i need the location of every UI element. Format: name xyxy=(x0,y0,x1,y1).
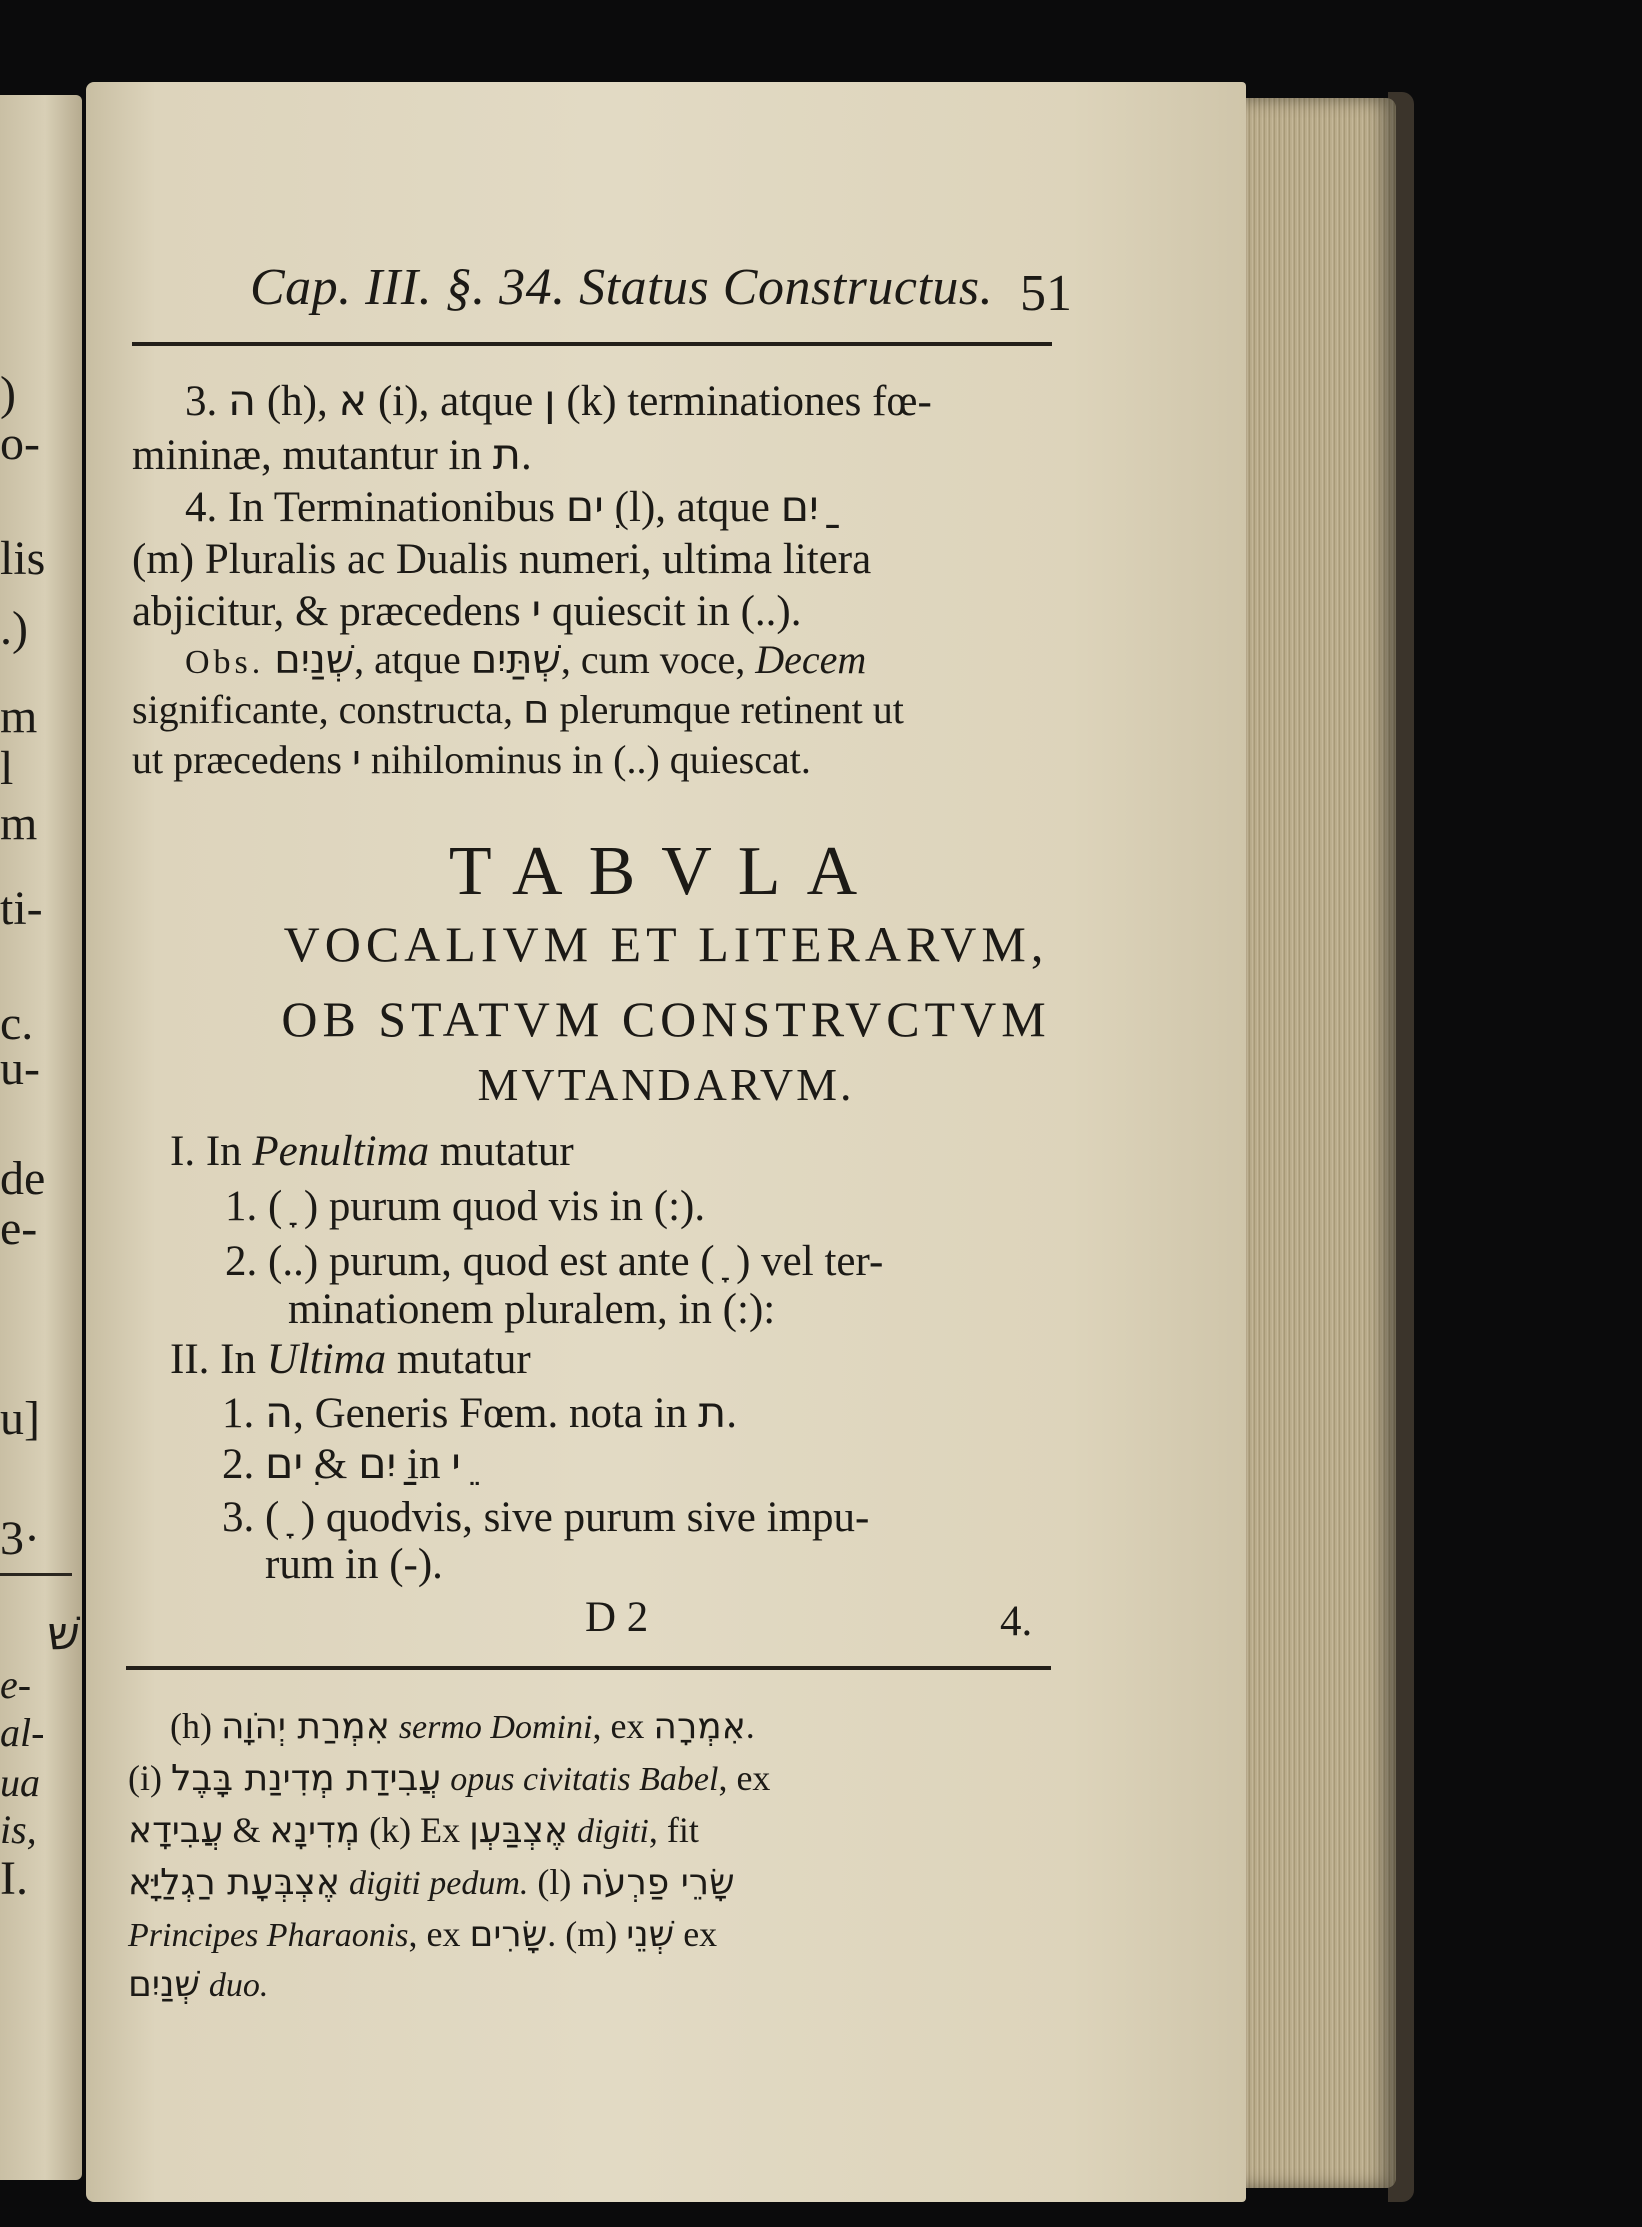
left-fragment: o- xyxy=(0,417,40,470)
left-fragment: ) xyxy=(0,367,16,420)
footnote-i: (i) עֲבִידַת מְדִינַת בָּבֶל opus civitatis Babel, ex xyxy=(128,1758,771,1799)
header-rule xyxy=(132,342,1052,346)
footnote-h: (h) אִמְרַת יְהֹוָה sermo Domini, ex אִמְרָה. xyxy=(170,1706,755,1747)
table-subtitle-1: VOCALIVM ET LITERARVM, xyxy=(283,916,1049,972)
table-subtitle-3: MVTANDARVM. xyxy=(477,1059,855,1110)
left-fragment: ti- xyxy=(0,882,43,935)
left-fragment: 3· xyxy=(0,1512,40,1565)
left-fragment: al- xyxy=(0,1710,45,1755)
page-header xyxy=(250,258,1070,328)
left-fragment: m xyxy=(0,797,38,850)
left-fragment: e- xyxy=(0,1202,38,1255)
table-subtitle-2: OB STATVM CONSTRVCTVM xyxy=(281,991,1051,1047)
left-fragment: I. xyxy=(0,1852,28,1905)
rule-4-line-1: 4. In Terminationibus ִים (l), atque ַיִם xyxy=(185,482,819,532)
left-fragment: de xyxy=(0,1152,46,1205)
left-fragment: u] xyxy=(0,1392,40,1445)
left-fragment: .) xyxy=(0,602,28,655)
observation-line-2: significante, constructa, ם plerumque retinent ut xyxy=(132,687,904,733)
footnote-l-cont: Principes Pharaonis, ex שָׂרִים. (m) שְׁנֵי ex xyxy=(128,1914,718,1955)
left-fragment: lis xyxy=(0,532,46,585)
page-edges xyxy=(1246,98,1396,2188)
rule-3-line-1: 3. ה (h), א (i), atque ן (k) terminationes fœ- xyxy=(185,376,932,426)
page-number: 51 xyxy=(1020,265,1072,322)
rule-4-line-3: abjicitur, & præcedens י quiescit in (..). xyxy=(132,586,802,636)
section-2-item: 1. ה, Generis Fœm. nota in ת. xyxy=(222,1388,737,1438)
left-fragment: u- xyxy=(0,1042,40,1095)
left-fragment: e- xyxy=(0,1662,32,1707)
footnote-l: אֶצְבְּעָת רַגְלַיָּא digiti pedum. (l) שָׂרֵי פַרְעֹה xyxy=(128,1862,735,1903)
section-1-item: minationem pluralem, in (:): xyxy=(288,1286,776,1333)
left-page-fragment xyxy=(0,95,82,2180)
section-1-item: 2. (..) purum, quod est ante ( ָ ) vel ter- xyxy=(225,1238,884,1285)
section-2-heading: II. In Ultima mutatur xyxy=(170,1336,531,1383)
section-1-item: 1. ( ָ ) purum quod vis in (:). xyxy=(225,1183,706,1230)
footnote-k: עֲבִידָא & מְדִינָא (k) Ex אֶצְבַּעְן digiti, fit xyxy=(128,1810,699,1851)
section-1-heading: I. In Penultima mutatur xyxy=(170,1128,574,1175)
footnote-rule xyxy=(126,1666,1051,1670)
signature-mark: D 2 xyxy=(585,1594,649,1641)
observation-line-3: ut præcedens י nihilominus in (..) quiescat. xyxy=(132,737,811,783)
rule-3-line-2: mininæ, mutantur in ת. xyxy=(132,430,532,480)
left-fragment: שׁ xyxy=(47,1606,80,1660)
rule-4-line-2: (m) Pluralis ac Dualis numeri, ultima litera xyxy=(132,536,872,583)
section-2-item: rum in (-). xyxy=(265,1541,443,1588)
left-fragment: is, xyxy=(0,1807,37,1852)
left-fragment: m xyxy=(0,690,38,743)
left-rule xyxy=(0,1573,72,1576)
left-fragment: c. xyxy=(0,997,34,1050)
table-title: TABVLA xyxy=(448,833,884,910)
footnote-m: שְׁנַיִם duo. xyxy=(128,1964,269,2005)
section-2-item: 3. ( ָ ) quodvis, sive purum sive impu- xyxy=(222,1494,870,1541)
section-2-item: 2. ִים & ַיִם in ֵי xyxy=(222,1439,461,1489)
running-title: Cap. III. §. 34. Status Constructus. xyxy=(250,259,994,316)
left-fragment: l xyxy=(0,742,14,795)
left-fragment: ua xyxy=(0,1760,40,1805)
observation-line-1: Obs. שְׁנַיִם, atque שְׁתַּיִם, cum voce, Decem xyxy=(185,637,867,683)
catchword: 4. xyxy=(1000,1598,1033,1645)
